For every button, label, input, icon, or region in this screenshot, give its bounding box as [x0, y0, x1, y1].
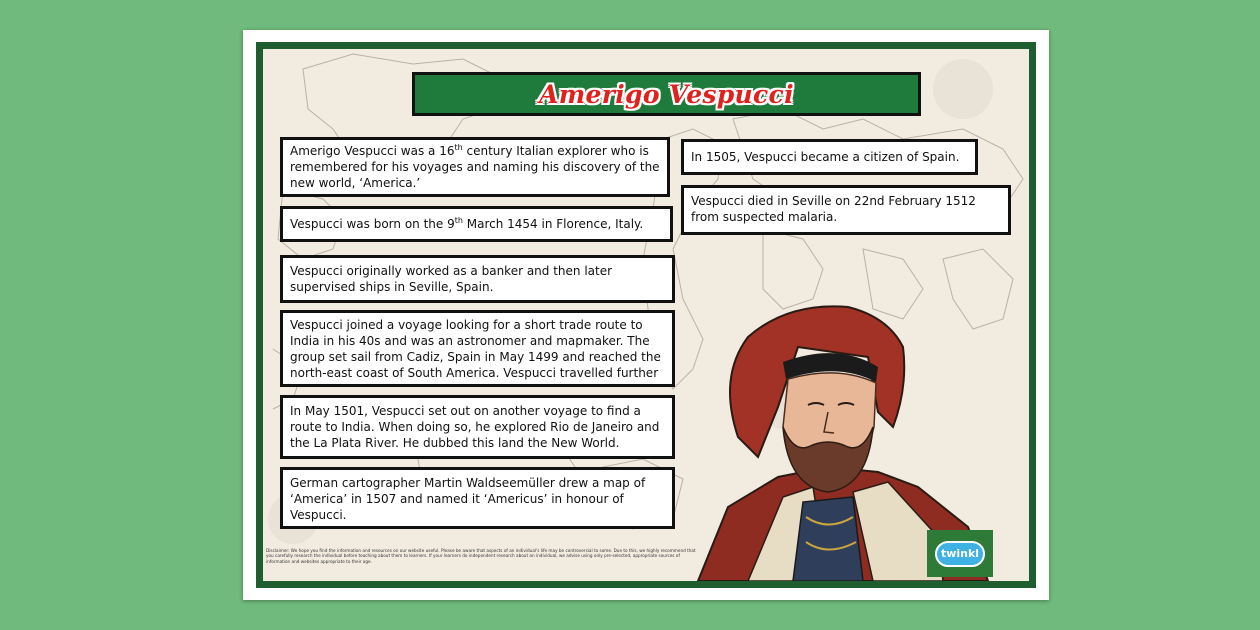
fact-text: Vespucci was born on the 9 — [290, 217, 455, 231]
fact-text: century Italian explorer who is remembered for his voyages and naming his discovery of the new world, ‘America.’ — [290, 144, 660, 190]
fact-box — [280, 310, 675, 387]
fact-text: March 1454 in Florence, Italy. — [462, 217, 644, 231]
fact-text: Vespucci originally worked as a banker and then later supervised ships in Seville, Spain. — [290, 264, 613, 294]
fact-text: In May 1501, Vespucci set out on another voyage to find a route to India. When doing so, he explored Rio de Janeiro and the La Plata River. He dubbed this land the New World. — [290, 404, 660, 450]
poster-inner — [263, 49, 1029, 581]
fact-box — [280, 395, 675, 459]
fact-box — [681, 185, 1011, 235]
fact-text: German cartographer Martin Waldseemüller drew a map of ‘America’ in 1507 and named it ‘Americus’ in honour of Vespucci. — [290, 476, 646, 522]
fact-box — [280, 467, 675, 529]
twinkl-logo — [927, 530, 993, 577]
fact-superscript: th — [454, 216, 463, 225]
fact-box — [681, 139, 978, 175]
fact-text: Vespucci died in Seville on 22nd February 1512 from suspected malaria. — [691, 194, 976, 224]
twinkl-logo-badge: twinkl — [935, 541, 985, 567]
fact-text: Vespucci joined a voyage looking for a short trade route to India in his 40s and was an astronomer and mapmaker. The group set sail from Cadiz, Spain in May 1499 and reached the north-east coast of South America. Vespucci travelled further — [290, 318, 661, 380]
fact-text: In 1505, Vespucci became a citizen of Spain. — [691, 150, 960, 164]
fact-box — [280, 255, 675, 303]
fact-superscript: th — [454, 143, 463, 152]
fact-text: Amerigo Vespucci was a 16 — [290, 144, 455, 158]
poster-sheet — [243, 30, 1049, 600]
fact-box — [280, 206, 673, 242]
page-title: Amerigo Vespucci — [539, 79, 794, 109]
disclaimer-text: Disclaimer: We hope you find the information and resources on our website useful. Please be aware that aspects of an individual's life may be controversial to some. Due to this, we highly recommend that you carefully research the individual before teaching about them to learners. If your learners do independent research about an individual, we advise using only pre-selected, appropriate sources of information and websites appropriate to their age. — [266, 548, 696, 564]
fact-box — [280, 137, 670, 197]
title-banner — [412, 72, 921, 116]
poster-frame — [256, 42, 1036, 588]
